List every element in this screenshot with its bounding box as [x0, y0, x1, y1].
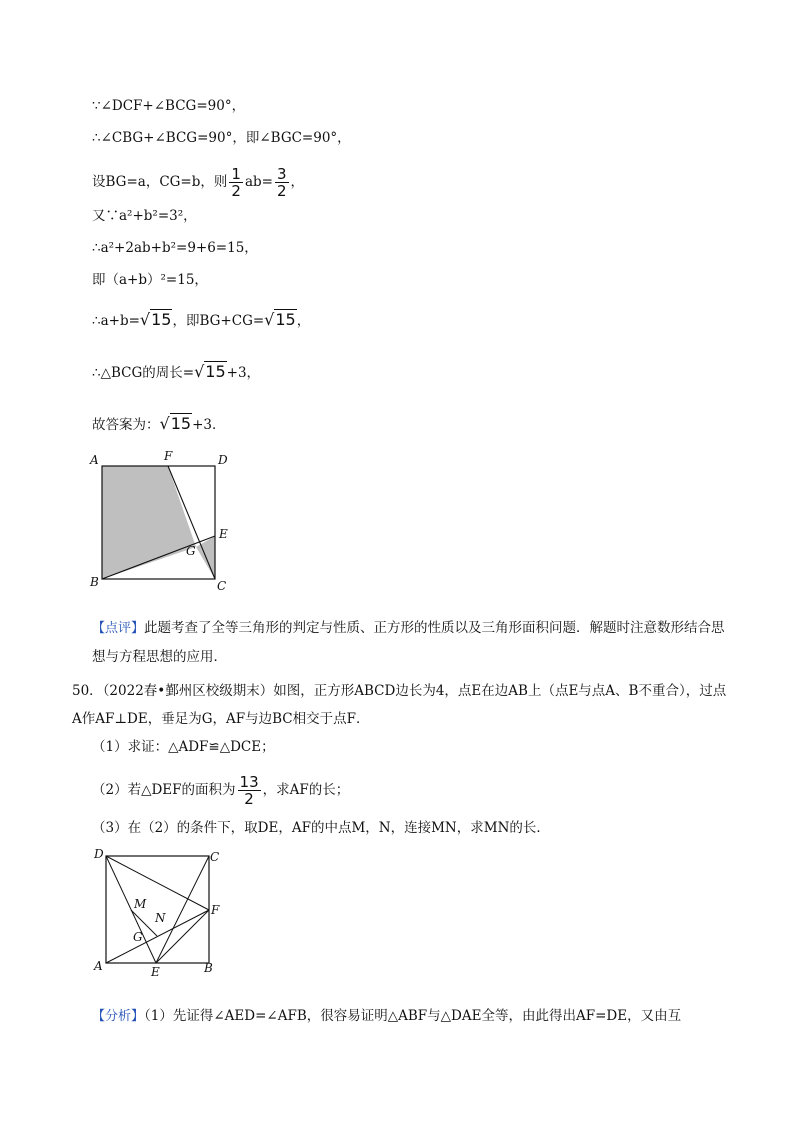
label-A: A — [90, 453, 99, 467]
label-B: B — [204, 961, 213, 975]
label-M: M — [134, 897, 147, 911]
problem-number: 50． — [72, 683, 103, 699]
label-E: E — [151, 965, 160, 979]
answer-line: 故答案为：√15+3． — [92, 414, 226, 433]
problem-50-stem — [72, 677, 732, 733]
step-line-2: ∴∠CBG+∠BCG=90°，即∠BGC=90°， — [92, 130, 351, 146]
sqrt-15: √15 — [139, 310, 172, 329]
step-line-7: ∴a+b=√15，即BG+CG=√15， — [92, 310, 311, 329]
label-D: D — [94, 847, 104, 861]
label-D: D — [218, 453, 228, 467]
analysis-text: （1）先证得∠AED=∠AFB，很容易证明△ABF与△DAE全等，由此得出AF=DE，又由互 — [144, 1008, 682, 1024]
label-E: E — [219, 527, 228, 541]
step-line-3-mid: ab= — [244, 174, 273, 190]
label-N: N — [155, 911, 166, 925]
sqrt-15: √15 — [159, 414, 192, 433]
figure-square-abcd — [88, 844, 228, 980]
step-line-6: 即（a+b）²=15， — [92, 272, 208, 288]
label-C: C — [210, 850, 220, 864]
problem-source: （2022春•鄞州区校级期末） — [102, 683, 274, 699]
sqrt-15: √15 — [264, 310, 296, 329]
analysis-tag: 【分析】 — [92, 1009, 145, 1024]
label-F: F — [164, 449, 173, 463]
fraction-three-halves: $\frac{3}{2}$ — [276, 165, 287, 200]
step-line-1: ∵∠DCF+∠BCG=90°， — [92, 98, 246, 114]
shaded-region-left — [102, 466, 196, 579]
analysis-paragraph — [92, 1006, 681, 1027]
question-2: （2）若△DEF的面积为 $\frac{13}{2}$ ，求AF的长； — [92, 773, 350, 808]
label-F: F — [211, 903, 220, 917]
step-line-5: ∴a²+2ab+b²=9+6=15， — [92, 240, 258, 256]
label-B: B — [90, 575, 99, 589]
sqrt-15: √15 — [194, 362, 226, 381]
fraction-one-half: $\frac{1}{2}$ — [231, 165, 241, 200]
label-A: A — [94, 959, 103, 973]
comment-text: 此题考查了全等三角形的判定与性质、正方形的性质以及三角形面积问题．解题时注意数形结合思想与方程思想的应用． — [92, 620, 725, 665]
step-line-8: ∴△BCG的周长=√15+3， — [92, 362, 261, 381]
label-C: C — [217, 579, 227, 593]
question-1: （1）求证：△ADF≌△DCE； — [92, 739, 275, 755]
step-line-3-pre: 设BG=a，CG=b，则 — [92, 174, 228, 190]
question-3: （3）在（2）的条件下，取DE，AF的中点M，N，连接MN，求MN的长． — [92, 820, 550, 836]
segment-df — [106, 856, 209, 910]
comment-paragraph — [92, 614, 732, 671]
step-line-3: 设BG=a，CG=b，则 $\frac{1}{2}$ ab= $\frac{3}{2}$ ， — [92, 165, 304, 200]
label-G: G — [186, 544, 196, 558]
label-G: G — [133, 930, 143, 944]
figure-square-shaded — [80, 446, 250, 596]
comment-tag: 【点评】 — [92, 621, 145, 636]
segment-ce — [156, 856, 209, 963]
step-line-4: 又∵a²+b²=3²， — [92, 208, 197, 224]
problem-stem: 如图，正方形ABCD边长为4，点E在边AB上（点E与点A、B不重合），过点A作AF⊥DE，垂足为G，AF与边BC相交于点F． — [72, 683, 727, 727]
segment-de — [106, 856, 156, 963]
fraction-13-2: $\frac{13}{2}$ — [239, 773, 259, 808]
square-outline — [106, 856, 209, 963]
